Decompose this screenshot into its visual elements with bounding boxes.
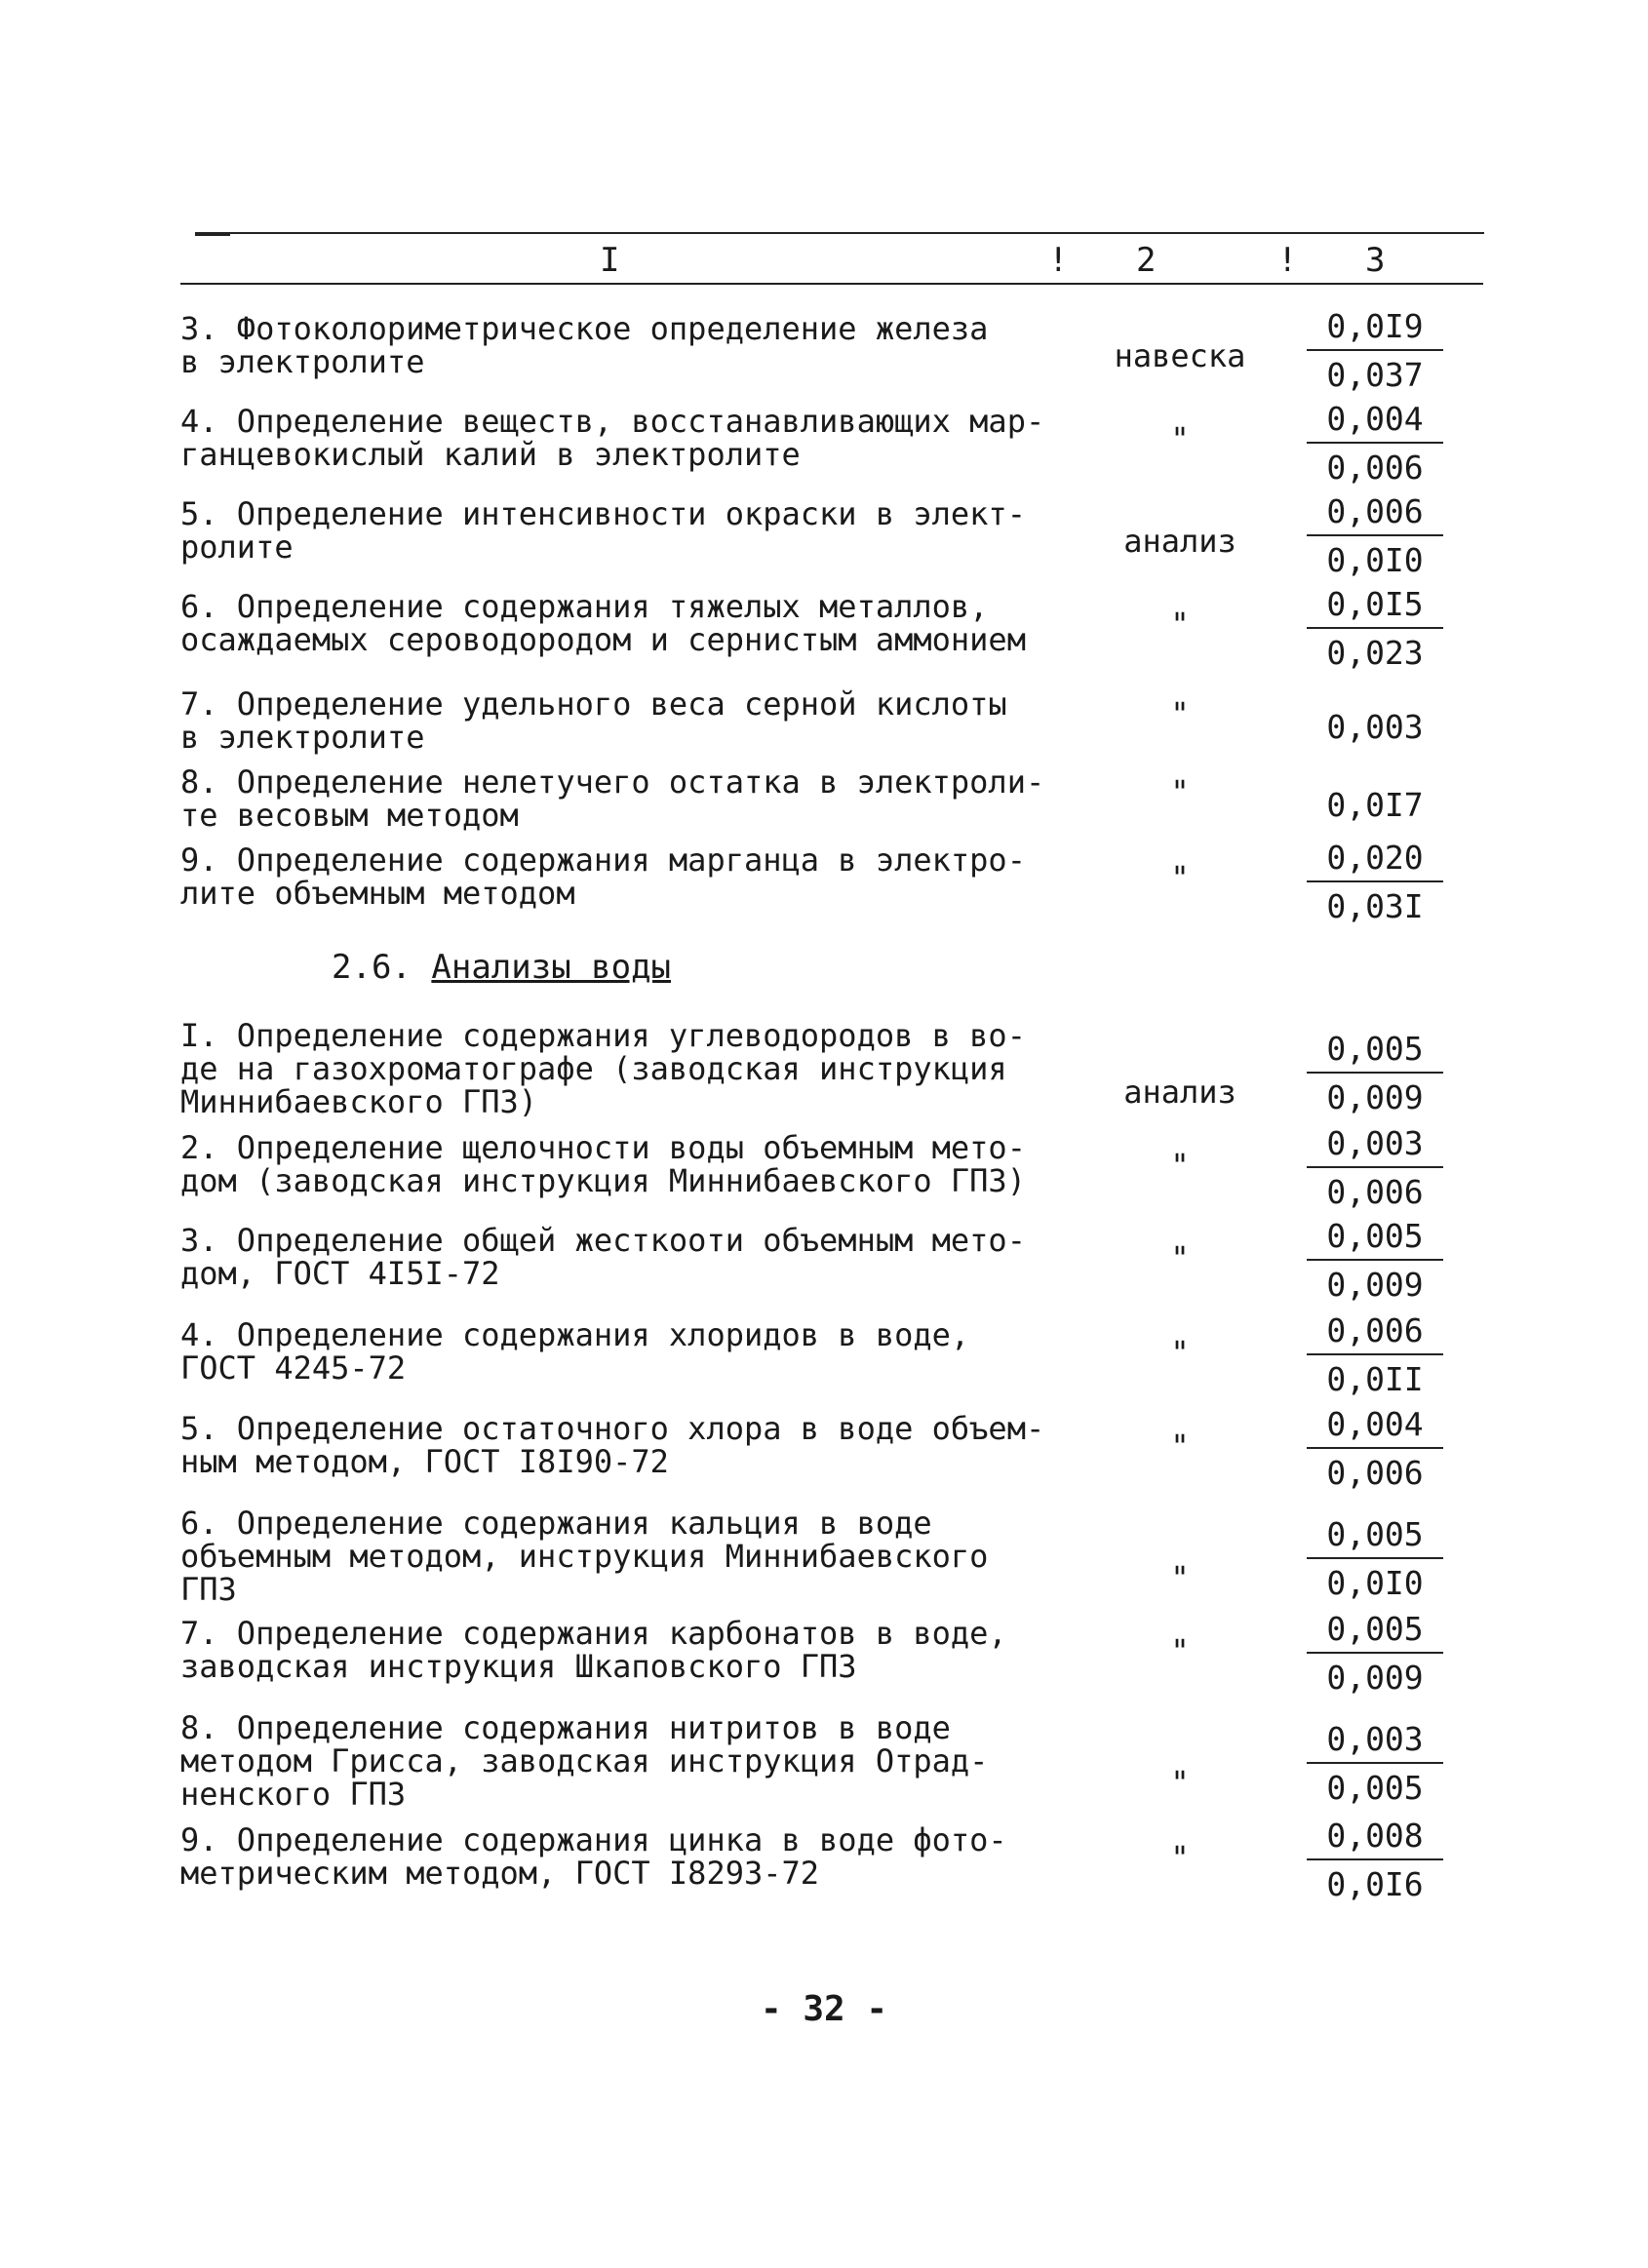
section-number: 2.6.: [332, 948, 412, 987]
norm-numerator: 0,004: [1307, 401, 1443, 444]
column-separator-1: !: [1048, 241, 1069, 280]
row-norm-fraction: [1307, 1218, 1443, 1304]
norm-numerator: 0,0I5: [1307, 586, 1443, 629]
norm-denominator: 0,037: [1326, 356, 1424, 394]
row-unit: ": [1170, 773, 1190, 810]
row-unit: ": [1170, 1559, 1190, 1596]
norm-numerator: 0,003: [1307, 1125, 1443, 1168]
row-description: 3. Определение общей жесткооти объемным мето- дом, ГОСТ 4I5I-72: [180, 1222, 1026, 1292]
row-unit: навеска: [1114, 337, 1246, 374]
row-description: 8. Определение содержания нитритов в воде методом Грисса, заводская инструкция Отрад- ненского ГПЗ: [180, 1709, 989, 1813]
header-rule-short: [195, 234, 230, 236]
norm-denominator: 0,006: [1326, 1173, 1424, 1211]
norm-denominator: 0,005: [1326, 1769, 1424, 1807]
norm-numerator: 0,003: [1307, 1721, 1443, 1764]
norm-numerator: 0,0I9: [1307, 308, 1443, 351]
norm-denominator: 0,0I0: [1326, 541, 1424, 579]
row-unit: анализ: [1123, 1074, 1236, 1111]
row-description: 5. Определение остаточного хлора в воде объем- ным методом, ГОСТ I8I90-72: [180, 1410, 1045, 1480]
norm-denominator: 0,023: [1326, 634, 1424, 672]
norm-denominator: 0,006: [1326, 1454, 1424, 1492]
row-norm-fraction: [1307, 1611, 1443, 1697]
row-unit: анализ: [1123, 523, 1236, 560]
row-norm-fraction: [1307, 1312, 1443, 1398]
row-norm-fraction: [1307, 493, 1443, 579]
norm-denominator: 0,0I6: [1326, 1865, 1424, 1903]
row-description: 9. Определение содержания марганца в электро- лите объемным методом: [180, 841, 1026, 912]
row-norm-value: 0,003: [1326, 708, 1424, 746]
norm-numerator: 0,008: [1307, 1818, 1443, 1860]
row-unit: ": [1170, 1839, 1190, 1876]
norm-numerator: 0,005: [1307, 1218, 1443, 1261]
row-norm-fraction: [1307, 1721, 1443, 1807]
norm-denominator: 0,006: [1326, 449, 1424, 487]
row-unit: ": [1170, 606, 1190, 643]
row-unit: ": [1170, 1764, 1190, 1801]
row-description: 4. Определение содержания хлоридов в воде, ГОСТ 4245-72: [180, 1316, 970, 1387]
norm-numerator: 0,020: [1307, 840, 1443, 882]
row-norm-value: 0,0I7: [1326, 786, 1424, 824]
row-norm-fraction: [1307, 1516, 1443, 1602]
row-norm-fraction: [1307, 1406, 1443, 1492]
row-description: 6. Определение содержания тяжелых металлов, осаждаемых сероводородом и сернистым аммонием: [180, 588, 1026, 658]
row-unit: ": [1170, 859, 1190, 896]
norm-numerator: 0,005: [1307, 1031, 1443, 1074]
norm-denominator: 0,03I: [1326, 887, 1424, 925]
row-norm-fraction: [1307, 401, 1443, 487]
row-description: 3. Фотоколориметрическое определение железа в электролите: [180, 310, 989, 380]
section-title: Анализы воды: [431, 948, 672, 987]
row-norm-fraction: [1307, 308, 1443, 394]
row-unit: ": [1170, 1334, 1190, 1371]
row-norm-fraction: [1307, 1818, 1443, 1903]
row-description: 8. Определение нелетучего остатка в электроли- те весовым методом: [180, 763, 1045, 834]
norm-numerator: 0,005: [1307, 1611, 1443, 1654]
row-unit: ": [1170, 1632, 1190, 1669]
header-rule-bottom: [180, 283, 1483, 285]
row-norm-fraction: [1307, 586, 1443, 672]
row-description: 6. Определение содержания кальция в воде объемным методом, инструкция Миннибаевского ГПЗ: [180, 1505, 989, 1608]
row-unit: ": [1170, 695, 1190, 732]
row-norm-fraction: [1307, 1031, 1443, 1116]
row-description: 9. Определение содержания цинка в воде фото- метрическим методом, ГОСТ I8293-72: [180, 1821, 1007, 1892]
row-unit: ": [1170, 1147, 1190, 1184]
norm-numerator: 0,006: [1307, 493, 1443, 536]
row-description: 5. Определение интенсивности окраски в элект- ролите: [180, 495, 1026, 566]
row-description: 2. Определение щелочности воды объемным мето- дом (заводская инструкция Миннибаевского ГПЗ): [180, 1129, 1026, 1199]
norm-denominator: 0,0I0: [1326, 1564, 1424, 1602]
norm-numerator: 0,006: [1307, 1312, 1443, 1355]
norm-denominator: 0,009: [1326, 1266, 1424, 1304]
column-3-header: 3: [1365, 241, 1386, 280]
row-unit: ": [1170, 1239, 1190, 1276]
row-norm-fraction: [1307, 840, 1443, 925]
header-rule-top: [195, 232, 1484, 234]
row-description: 7. Определение удельного веса серной кислоты в электролите: [180, 685, 1007, 756]
column-separator-2: !: [1277, 241, 1298, 280]
page-number: - 32 -: [760, 1989, 888, 2029]
row-unit: ": [1170, 420, 1190, 457]
norm-numerator: 0,005: [1307, 1516, 1443, 1559]
row-description: 7. Определение содержания карбонатов в воде, заводская инструкция Шкаповского ГПЗ: [180, 1615, 1007, 1685]
row-norm-fraction: [1307, 1125, 1443, 1211]
row-unit: ": [1170, 1427, 1190, 1465]
column-1-header: I: [600, 241, 620, 280]
norm-denominator: 0,009: [1326, 1659, 1424, 1697]
norm-numerator: 0,004: [1307, 1406, 1443, 1449]
row-description: I. Определение содержания углеводородов в во- де на газохроматографе (заводская инструкция Миннибаевского ГПЗ): [180, 1017, 1026, 1120]
section-heading: [332, 948, 671, 987]
norm-denominator: 0,0II: [1326, 1360, 1424, 1398]
norm-denominator: 0,009: [1326, 1078, 1424, 1116]
row-description: 4. Определение веществ, восстанавливающих мар- ганцевокислый калий в электролите: [180, 403, 1045, 473]
column-2-header: 2: [1136, 241, 1157, 280]
